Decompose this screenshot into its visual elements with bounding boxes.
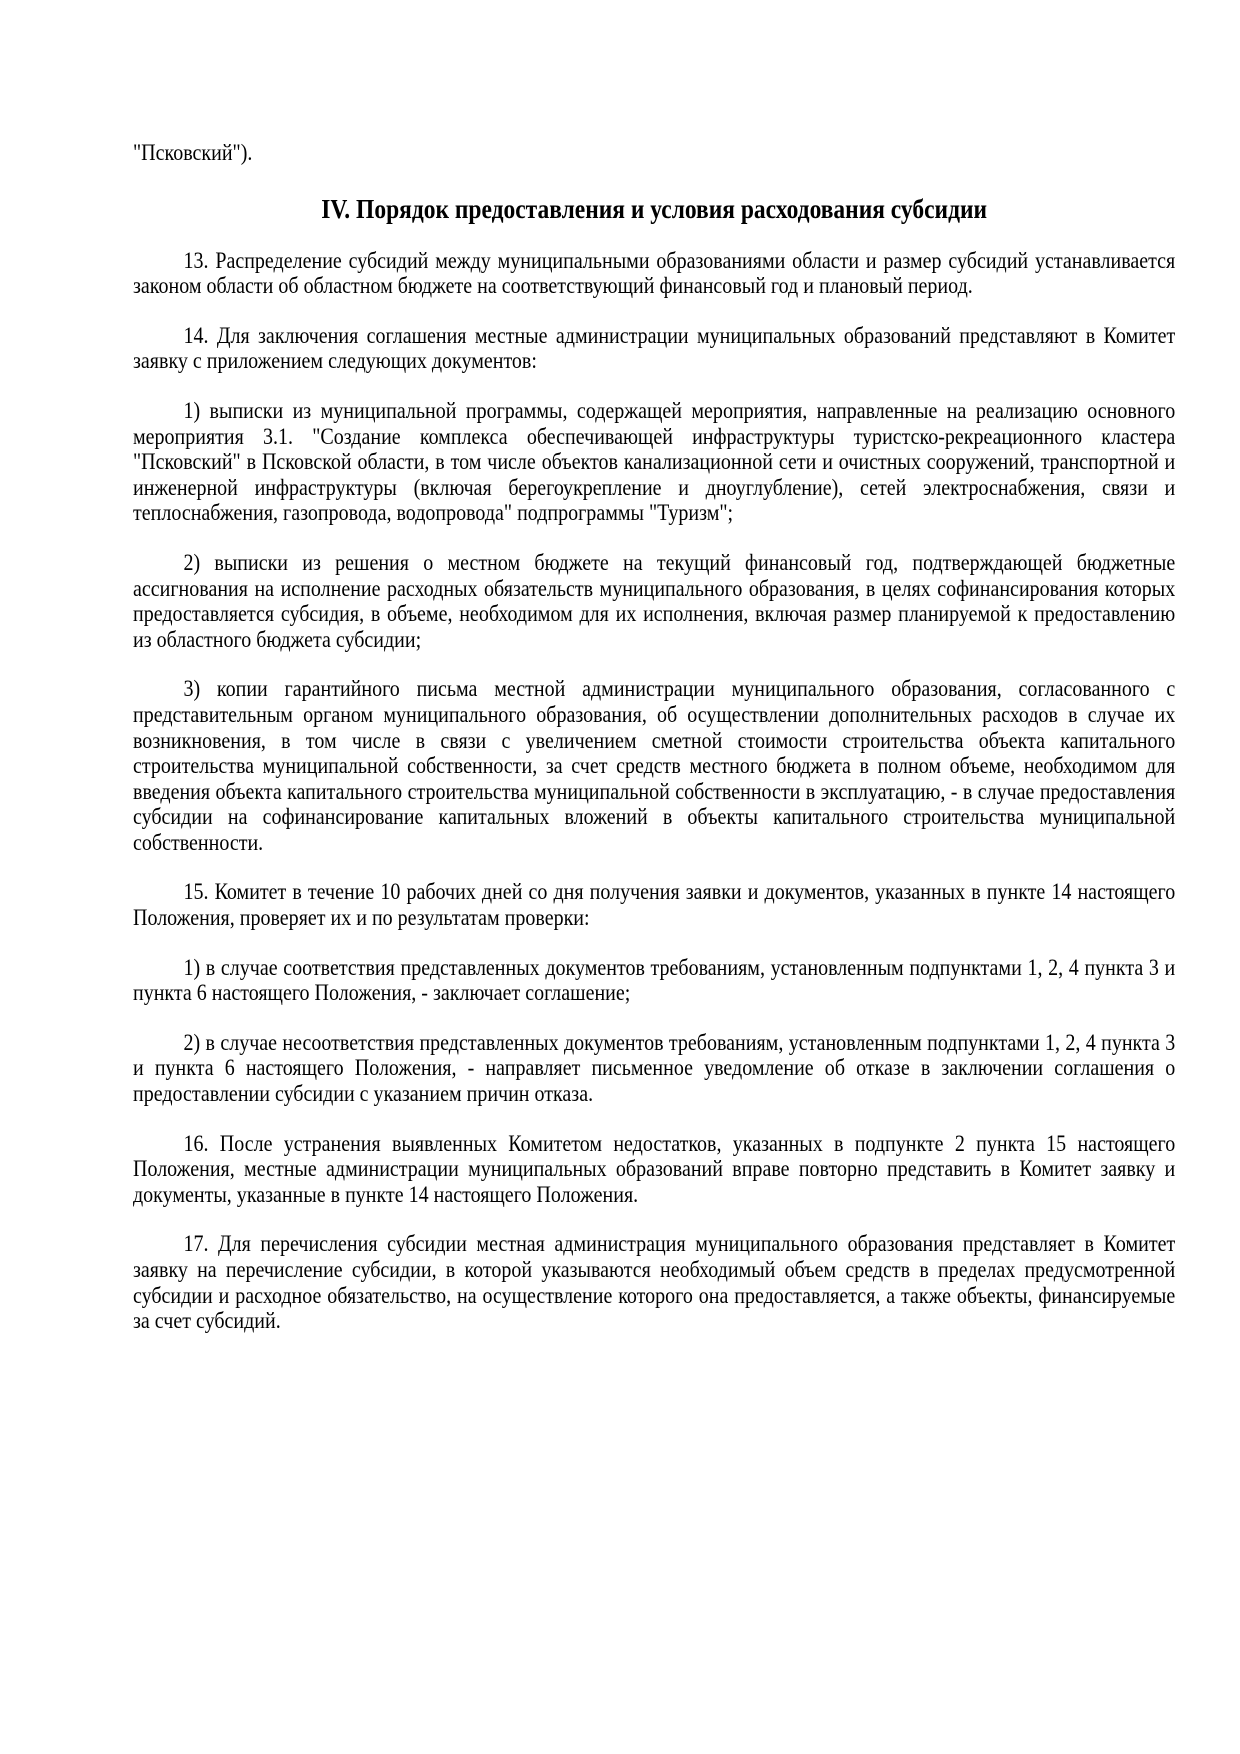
paragraph-14-item-3: 3) копии гарантийного письма местной администрации муниципального образования, согласованного с представительным органом муниципального образования, об осуществлении дополнительных расходов в случае их возникновения, в том числе в связи с увеличением сметной стоимости строительства объекта капитального строительства муниципальной собственности, за счет средств местного бюджета в полном объеме, необходимом для введения объекта капитального строительства муниципальной собственности в эксплуатацию, - в случае предоставления субсидии на софинансирование капитальных вложений в объекты капитального строительства муниципальной собственности. [133,676,1176,855]
section-title: IV. Порядок предоставления и условия расходования субсидии [321,193,988,224]
paragraph-14-item-2: 2) выписки из решения о местном бюджете на текущий финансовый год, подтверждающей бюджетные ассигнования на исполнение расходных обязательств муниципального образования, в целях софинансирования которых предоставляется субсидия, в объеме, необходимом для их исполнения, включая размер планируемой к предоставлению из областного бюджета субсидии; [133,549,1176,652]
paragraph-14: 14. Для заключения соглашения местные администрации муниципальных образований представляют в Комитет заявку с приложением следующих документов: [133,322,1176,374]
paragraph-16: 16. После устранения выявленных Комитетом недостатков, указанных в подпункте 2 пункта 15 настоящего Положения, местные администрации муниципальных образований вправе повторно представить в Комитет заявку и документы, указанные в пункте 14 настоящего Положения. [133,1130,1176,1207]
paragraph-15-item-2: 2) в случае несоответствия представленных документов требованиям, установленным подпунктами 1, 2, 4 пункта 3 и пункта 6 настоящего Положения, - направляет письменное уведомление об отказе в заключении соглашения о предоставлении субсидии с указанием причин отказа. [133,1029,1176,1107]
document-page [133,140,1175,1358]
paragraph-17: 17. Для перечисления субсидии местная администрация муниципального образования представляет в Комитет заявку на перечисление субсидии, в которой указываются необходимый объем средств в пределах предусмотренной субсидии и расходное обязательство, на осуществление которого она предоставляется, а также объекты, финансируемые за счет субсидий. [133,1231,1176,1334]
paragraph-13: 13. Распределение субсидий между муниципальными образованиями области и размер субсидий устанавливается законом области об областном бюджете на соответствующий финансовый год и плановый период. [133,247,1176,299]
paragraph-15-item-1: 1) в случае соответствия представленных документов требованиям, установленным подпунктами 1, 2, 4 пункта 3 и пункта 6 настоящего Положения, - заключает соглашение; [133,954,1176,1006]
continuation-text: "Псковский"). [133,140,253,165]
paragraph-14-item-1: 1) выписки из муниципальной программы, содержащей мероприятия, направленные на реализацию основного мероприятия 3.1. "Создание комплекса обеспечивающей инфраструктуры туристско-рекреационного кластера "Псковский" в Псковской области, в том числе объектов канализационной сети и очистных сооружений, транспортной и инженерной инфраструктуры (включая берегоукрепление и дноуглубление), сетей электроснабжения, связи и теплоснабжения, газопровода, водопровода" подпрограммы "Туризм"; [133,397,1176,526]
paragraph-15: 15. Комитет в течение 10 рабочих дней со дня получения заявки и документов, указанных в пункте 14 настоящего Положения, проверяет их и по результатам проверки: [133,879,1176,931]
